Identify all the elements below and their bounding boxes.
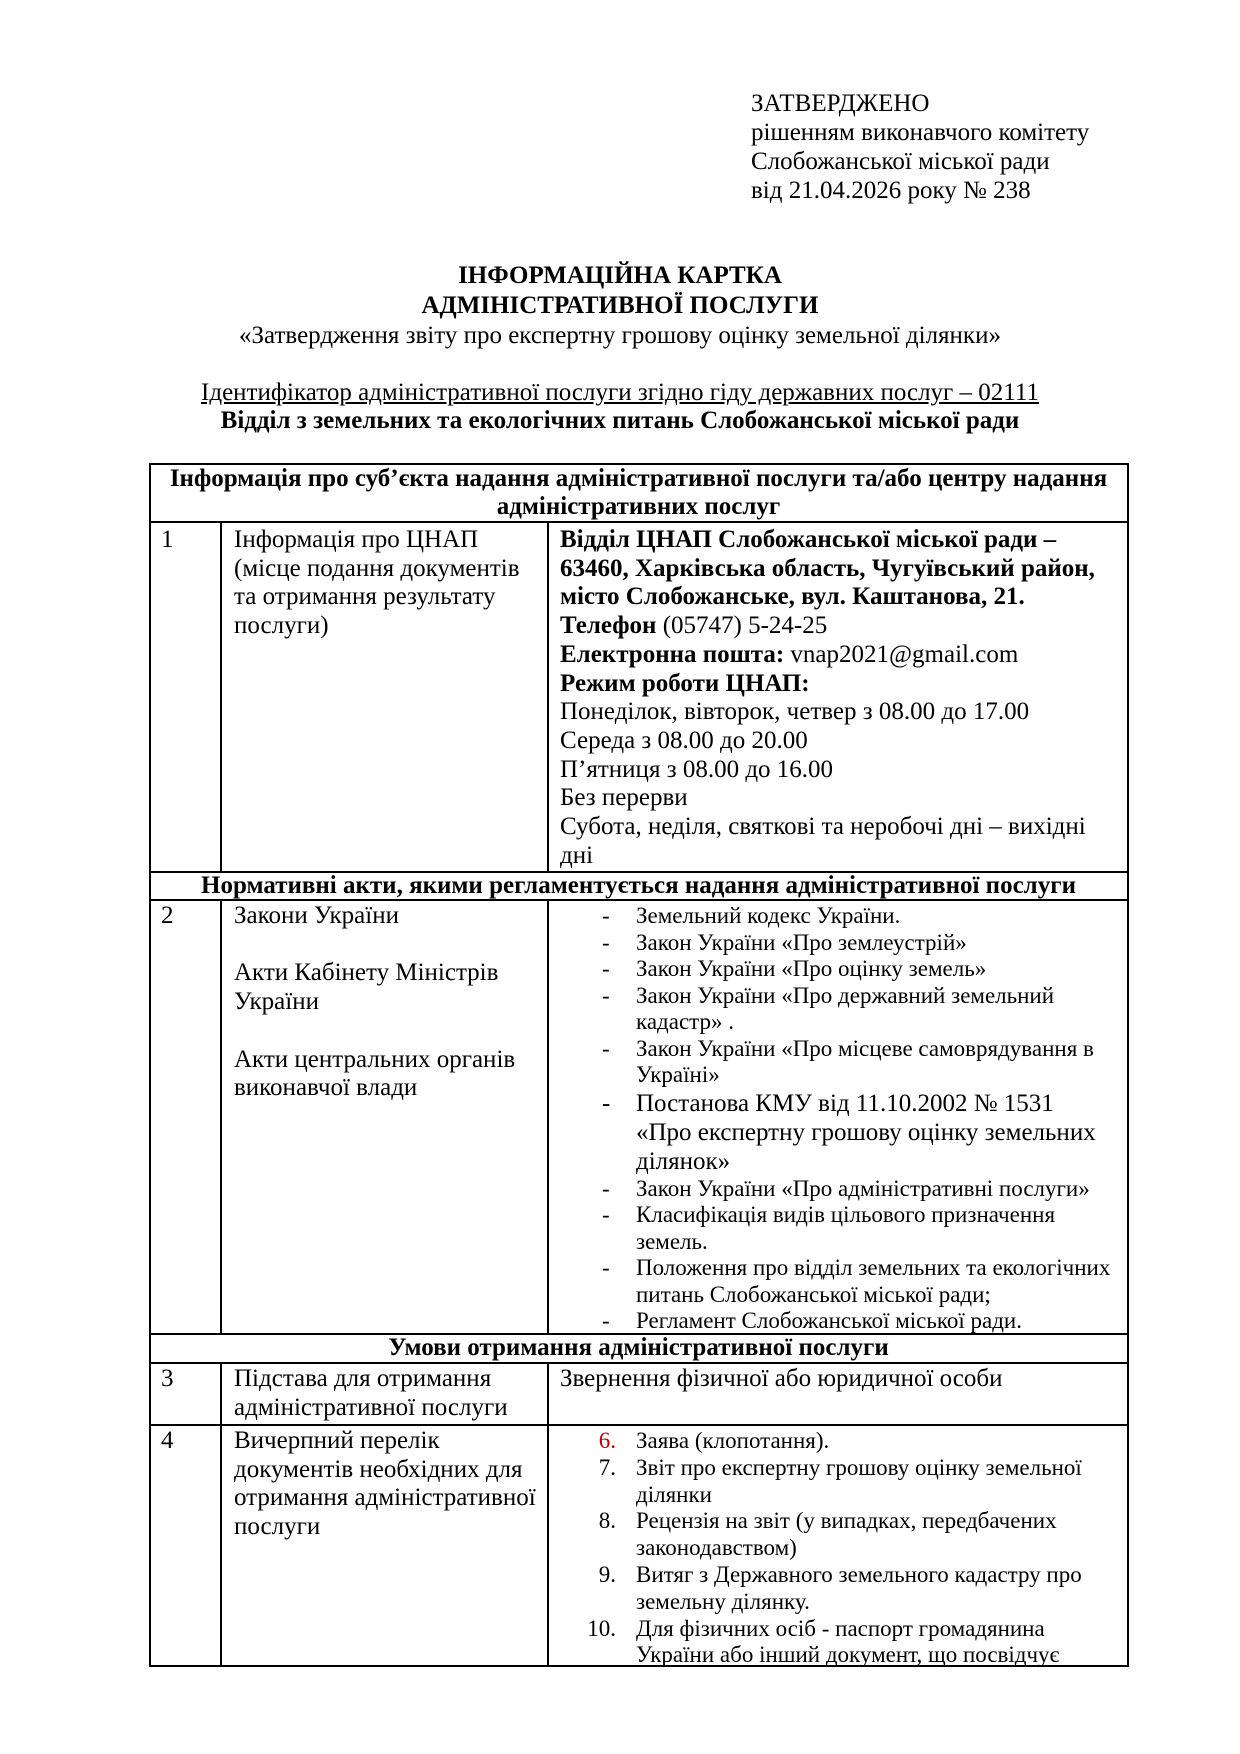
approval-line: ЗАТВЕРДЖЕНО xyxy=(751,90,930,117)
regulation-item xyxy=(548,1255,1126,1308)
section-header-line: адміністративних послуг xyxy=(496,493,781,520)
schedule-line: П’ятниця з 08.00 до 16.00 xyxy=(560,755,834,783)
label-line: адміністративної послуги xyxy=(234,1393,508,1421)
label-line: послуги) xyxy=(234,612,329,640)
phone-value: (05747) 5-24-25 xyxy=(656,612,828,640)
regulation-text: Україні» xyxy=(636,1062,720,1087)
schedule-label: Режим роботи ЦНАП: xyxy=(560,669,810,697)
cnap-address-line: Відділ ЦНАП Слобожанської міської ради – xyxy=(560,526,1057,553)
document-item xyxy=(548,1616,1126,1670)
schedule-line: Середа з 08.00 до 20.00 xyxy=(560,726,808,754)
document-text: Заява (клопотання). xyxy=(636,1428,830,1453)
bullet-dash: - xyxy=(602,903,610,928)
regulation-text: Регламент Слобожанської міської ради. xyxy=(636,1308,1022,1333)
row-label xyxy=(234,1427,536,1542)
regulations-list xyxy=(548,903,1126,1335)
row-number: 4 xyxy=(161,1427,174,1454)
label-line: Інформація про ЦНАП xyxy=(234,526,479,553)
schedule-line: дні xyxy=(560,841,594,869)
label-line: отримання адміністративної xyxy=(234,1484,536,1512)
document-text: України або інший документ, що посвідчує xyxy=(636,1642,1060,1668)
document-text: ділянки xyxy=(636,1481,712,1507)
row-number: 3 xyxy=(161,1365,174,1392)
regulation-item xyxy=(548,983,1126,1036)
item-number: 10. xyxy=(587,1615,616,1641)
document-item xyxy=(548,1455,1126,1509)
document-item xyxy=(548,1562,1126,1616)
document-title xyxy=(0,261,1240,351)
label-line: Вичерпний перелік xyxy=(234,1427,440,1454)
regulation-text: кадастр» . xyxy=(636,1009,734,1034)
title-line-1: ІНФОРМАЦІЙНА КАРТКА xyxy=(458,262,782,289)
approval-line: рішенням виконавчого комітету xyxy=(751,119,1090,146)
section-header-provider xyxy=(150,465,1127,521)
email-value: vnap2021@gmail.com xyxy=(784,640,1019,668)
service-name: «Затвердження звіту про експертну грошову оцінку земельної ділянки» xyxy=(239,322,1001,349)
documents-list xyxy=(548,1428,1126,1669)
item-number: 6. xyxy=(598,1428,616,1453)
label-line: виконавчої влади xyxy=(234,1074,418,1102)
cnap-address-line: місто Слобожанське, вул. Каштанова, 21. xyxy=(560,583,1025,611)
regulation-text: Закон України «Про державний земельний xyxy=(636,982,1055,1008)
bullet-dash: - xyxy=(602,982,610,1008)
section-header-regulations: Нормативні акти, якими регламентується надання адміністративної послуги xyxy=(201,872,1076,899)
document-text: Звіт про експертну грошову оцінку земельної xyxy=(636,1454,1082,1480)
regulation-item xyxy=(548,903,1126,930)
document-item xyxy=(548,1508,1126,1562)
document-text: Рецензія на звіт (у випадках, передбачених xyxy=(636,1508,1057,1534)
bullet-dash: - xyxy=(602,929,610,955)
department-name: Відділ з земельних та екологічних питань Слобожанської міської ради xyxy=(220,407,1020,434)
regulation-text: Класифікація видів цільового призначення xyxy=(636,1202,1056,1227)
cnap-info xyxy=(560,526,1095,870)
document-text: земельну ділянку. xyxy=(636,1588,810,1614)
regulation-text: питань Слобожанської міської ради; xyxy=(636,1281,991,1307)
approval-line: Слобожанської міської ради xyxy=(751,148,1050,175)
schedule-line: Субота, неділя, святкові та неробочі дні – вихідні xyxy=(560,813,1086,841)
bullet-dash: - xyxy=(602,1255,610,1280)
section-header-conditions: Умови отримання адміністративної послуги xyxy=(388,1334,889,1361)
regulation-text: «Про експертну грошову оцінку земельних xyxy=(636,1118,1096,1146)
regulation-text: земель. xyxy=(636,1228,708,1254)
regulation-text: Закон України «Про оцінку земель» xyxy=(636,956,987,981)
item-number: 9. xyxy=(598,1561,616,1587)
row-label xyxy=(234,1365,508,1422)
label-line: Підстава для отримання xyxy=(234,1365,492,1392)
regulation-text: Земельний кодекс України. xyxy=(636,903,901,928)
service-identifier: Ідентифікатор адміністративної послуги згідно гіду державних послуг – 02111 xyxy=(201,379,1039,406)
label-line: (місце подання документів xyxy=(234,554,520,582)
phone-label: Телефон xyxy=(560,612,657,640)
regulation-item xyxy=(548,1089,1126,1176)
bullet-dash: - xyxy=(602,956,610,981)
section-header-line: Інформація про суб’єкта надання адміністративної послуги та/або центру надання xyxy=(169,465,1108,492)
document-text: Для фізичних осіб - паспорт громадянина xyxy=(636,1615,1045,1641)
item-number: 7. xyxy=(598,1454,616,1480)
regulation-item xyxy=(548,1036,1126,1089)
row-number: 2 xyxy=(161,902,174,929)
regulation-text: Положення про відділ земельних та екологічних xyxy=(636,1255,1111,1280)
bullet-dash: - xyxy=(602,1175,610,1201)
regulation-item xyxy=(548,956,1126,983)
schedule-line: Понеділок, вівторок, четвер з 08.00 до 17.00 xyxy=(560,698,1030,726)
basis-text: Звернення фізичної або юридичної особи xyxy=(560,1365,1003,1392)
regulation-item xyxy=(548,1176,1126,1203)
document-text: Витяг з Державного земельного кадастру про xyxy=(636,1561,1082,1587)
email-label: Електронна пошта: xyxy=(560,640,785,668)
title-line-2: АДМІНІСТРАТИВНОЇ ПОСЛУГИ xyxy=(421,292,819,319)
cnap-address-line: 63460, Харківська область, Чугуївський район, xyxy=(560,554,1095,582)
email-line xyxy=(560,641,1095,670)
document-item xyxy=(548,1428,1126,1455)
label-line: Акти Кабінету Міністрів xyxy=(234,959,499,987)
row-label xyxy=(234,526,520,641)
approval-stamp xyxy=(751,89,1089,205)
regulation-text: Закон України «Про адміністративні послуги» xyxy=(636,1175,1090,1201)
label-line: та отримання результату xyxy=(234,583,496,611)
label-line: Акти центральних органів xyxy=(234,1045,516,1073)
regulation-text: Закон України «Про місцеве самоврядування в xyxy=(636,1035,1094,1061)
regulation-item xyxy=(548,1308,1126,1335)
item-number: 8. xyxy=(598,1508,616,1534)
row-number: 1 xyxy=(161,526,174,553)
document-text: законодавством) xyxy=(636,1535,797,1561)
row-label xyxy=(234,902,515,1103)
regulation-item xyxy=(548,1202,1126,1255)
regulation-text: Закон України «Про землеустрій» xyxy=(636,929,967,955)
label-line: послуги xyxy=(234,1513,321,1541)
bullet-dash: - xyxy=(602,1035,610,1061)
identifier-block xyxy=(0,379,1240,435)
regulation-text: ділянок» xyxy=(636,1147,731,1175)
regulation-item xyxy=(548,930,1126,957)
regulation-text: Постанова КМУ від 11.10.2002 № 1531 xyxy=(636,1089,1054,1117)
label-line: України xyxy=(234,988,319,1016)
approval-line: від 21.04.2026 року № 238 xyxy=(751,177,1031,204)
schedule-line: Без перерви xyxy=(560,784,688,812)
label-line: документів необхідних для xyxy=(234,1455,523,1483)
bullet-dash: - xyxy=(602,1308,610,1333)
label-line: Закони України xyxy=(234,902,399,929)
bullet-dash: - xyxy=(602,1202,610,1227)
phone-line xyxy=(560,612,1095,641)
bullet-dash: - xyxy=(602,1089,611,1117)
